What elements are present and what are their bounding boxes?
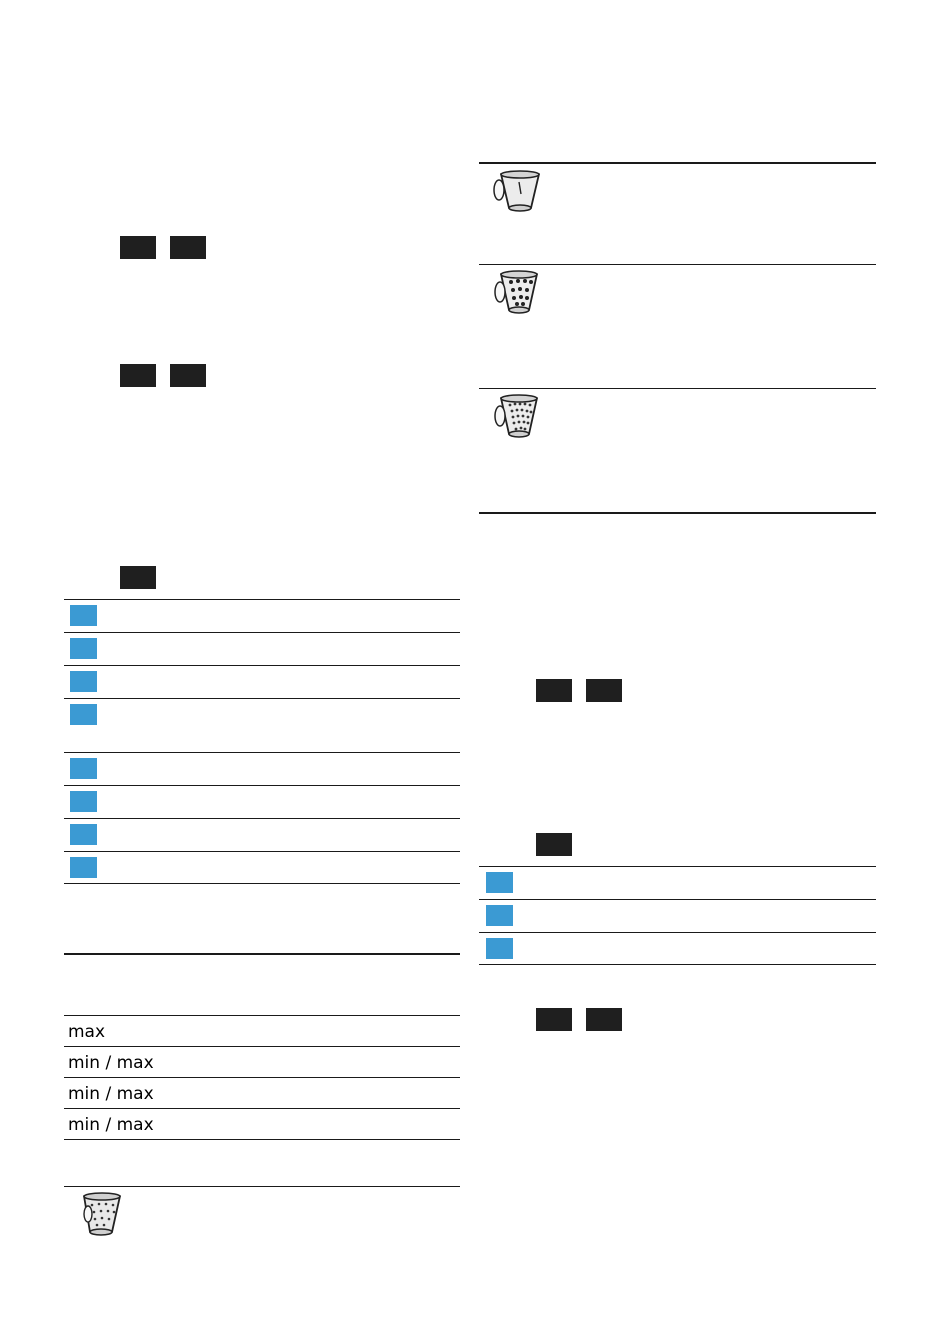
fine-shredding-drum-icon: [485, 394, 547, 442]
divider: [64, 1108, 460, 1109]
divider: [64, 752, 460, 753]
display-box: [586, 1008, 622, 1031]
divider: [64, 785, 460, 786]
divider: [64, 1077, 460, 1078]
display-box: [120, 364, 156, 387]
slicing-drum-icon: [485, 168, 547, 216]
divider: [479, 964, 876, 965]
divider: [479, 899, 876, 900]
list-marker: [70, 791, 97, 812]
divider: [64, 599, 460, 600]
list-marker: [486, 905, 513, 926]
list-marker: [70, 824, 97, 845]
list-marker: [70, 758, 97, 779]
list-marker: [70, 857, 97, 878]
divider: [64, 851, 460, 852]
list-marker: [70, 671, 97, 692]
divider: [64, 1046, 460, 1047]
divider: [64, 632, 460, 633]
table-top-rule: [64, 953, 460, 955]
divider: [64, 1015, 460, 1016]
table-top-rule: [479, 162, 876, 164]
speed-setting: min / max: [68, 1115, 154, 1135]
divider: [479, 264, 876, 265]
display-box: [120, 566, 156, 589]
display-box: [536, 679, 572, 702]
list-marker: [486, 872, 513, 893]
divider: [64, 1186, 460, 1187]
grating-drum-icon: [70, 1192, 130, 1240]
speed-setting: max: [68, 1022, 106, 1042]
divider: [64, 818, 460, 819]
list-marker: [70, 638, 97, 659]
coarse-shredding-drum-icon: [485, 270, 547, 318]
list-marker: [70, 704, 97, 725]
list-marker: [486, 938, 513, 959]
divider: [479, 388, 876, 389]
display-box: [170, 364, 206, 387]
divider: [64, 883, 460, 884]
display-box: [586, 679, 622, 702]
divider: [64, 698, 460, 699]
divider: [64, 665, 460, 666]
display-box: [170, 236, 206, 259]
speed-setting: min / max: [68, 1084, 154, 1104]
list-marker: [70, 605, 97, 626]
display-box: [536, 833, 572, 856]
table-bottom-rule: [479, 512, 876, 514]
speed-setting: min / max: [68, 1053, 154, 1073]
divider: [64, 1139, 460, 1140]
divider: [479, 932, 876, 933]
display-box: [120, 236, 156, 259]
divider: [479, 866, 876, 867]
display-box: [536, 1008, 572, 1031]
